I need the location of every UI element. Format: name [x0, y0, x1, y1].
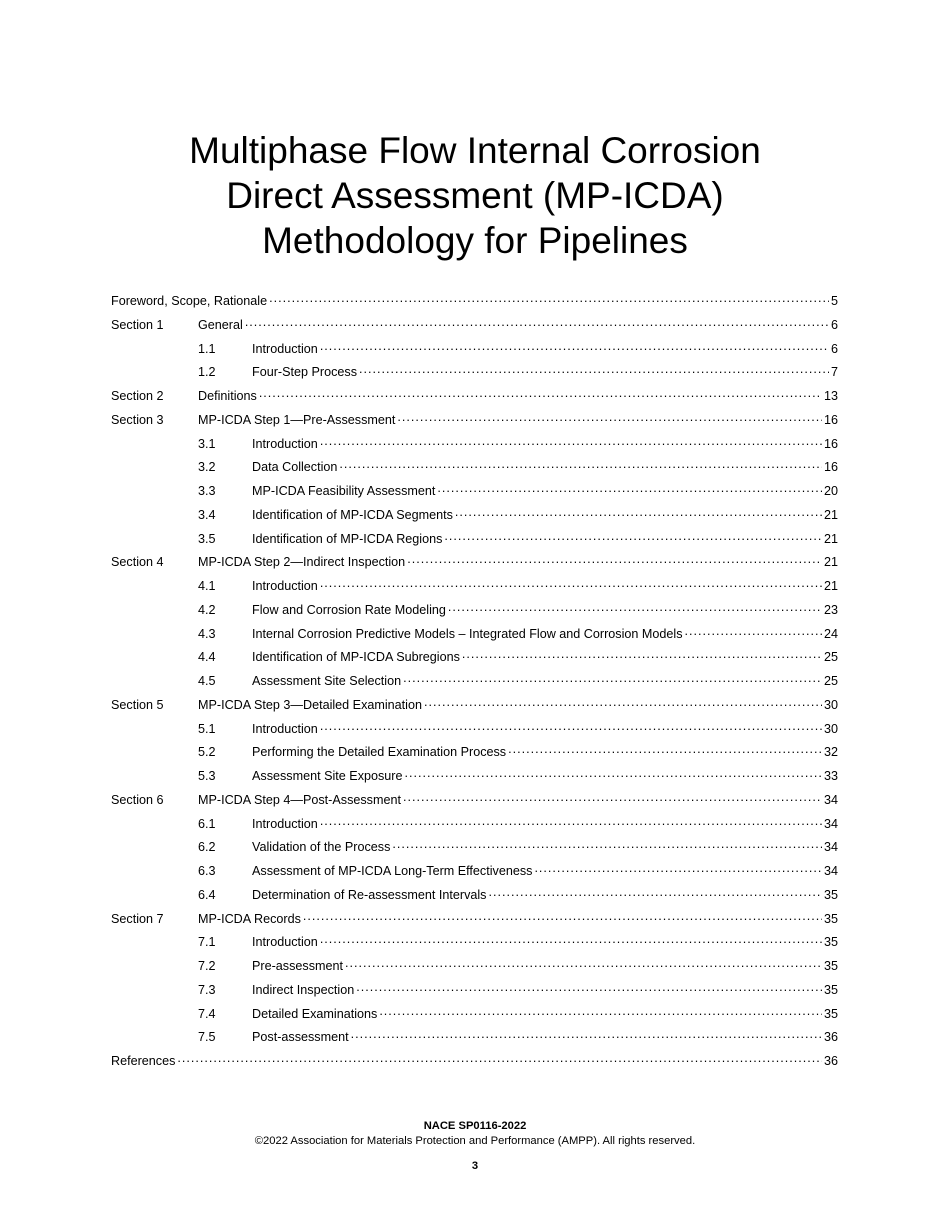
toc-dot-leader	[462, 643, 822, 667]
toc-entry-label: Identification of MP-ICDA Subregions	[252, 650, 460, 665]
toc-dot-leader	[320, 430, 822, 454]
toc-page-number: 6	[830, 341, 838, 356]
toc-entry-label: Introduction	[252, 579, 318, 593]
page-number: 3	[471, 1160, 479, 1172]
toc-subsection-number: 7.2	[198, 959, 216, 973]
toc-page-number: 13	[823, 389, 838, 403]
toc-subsection-number: 5.1	[198, 721, 216, 736]
toc-entry-label: Performing the Detailed Examination Process	[252, 745, 507, 760]
toc-entry-label: MP-ICDA Step 4—Post-Assessment	[198, 792, 401, 807]
toc-dot-leader	[359, 358, 829, 382]
toc-subsection-number: 7.1	[198, 935, 216, 950]
toc-subsection-number: 4.2	[198, 602, 216, 617]
toc-entry-label: MP-ICDA Records	[198, 911, 301, 926]
toc-entry[interactable]	[111, 1050, 838, 1074]
toc-entry-label: References	[111, 1054, 176, 1068]
toc-section-number: Section 5	[111, 697, 164, 712]
toc-dot-leader	[437, 477, 822, 501]
toc-entry-label: Introduction	[252, 341, 318, 356]
toc-page-number: 35	[823, 887, 838, 902]
toc-dot-leader	[685, 620, 822, 644]
toc-dot-leader	[403, 667, 822, 691]
toc-dot-leader	[269, 287, 829, 311]
page-footer	[0, 1119, 950, 1174]
toc-entry-label: MP-ICDA Feasibility Assessment	[252, 484, 436, 498]
document-title	[0, 128, 950, 263]
toc-section-number: Section 4	[111, 555, 164, 570]
toc-subsection-number: 1.2	[198, 365, 216, 380]
toc-page-number: 34	[823, 816, 838, 831]
toc-dot-leader	[379, 1000, 822, 1024]
toc-subsection-number: 3.2	[198, 460, 216, 475]
toc-subsection-number: 3.4	[198, 507, 216, 522]
toc-entry-label: MP-ICDA Step 3—Detailed Examination	[198, 697, 422, 712]
toc-page-number: 7	[830, 365, 838, 380]
toc-page-number: 35	[823, 935, 838, 950]
toc-page-number: 30	[823, 697, 838, 712]
toc-page-number: 35	[823, 959, 838, 973]
toc-entry-label: Introduction	[252, 436, 318, 451]
toc-entry-label: Introduction	[252, 935, 318, 950]
toc-page-number: 16	[823, 460, 838, 475]
toc-subsection-number: 5.3	[198, 769, 216, 783]
toc-subsection-number: 6.4	[198, 887, 216, 902]
toc-entry-label: Definitions	[198, 389, 257, 403]
toc-entry-label: Indirect Inspection	[252, 982, 355, 997]
toc-entry-label: Flow and Corrosion Rate Modeling	[252, 602, 446, 617]
toc-subsection-number: 3.5	[198, 531, 216, 546]
toc-page-number: 25	[823, 674, 838, 688]
toc-dot-leader	[392, 833, 822, 857]
toc-entry-label: Assessment of MP-ICDA Long-Term Effectiveness	[252, 864, 533, 878]
toc-dot-leader	[455, 501, 822, 525]
toc-entry-label: Introduction	[252, 816, 318, 831]
toc-subsection-number: 1.1	[198, 341, 216, 356]
toc-entry-label: Four-Step Process	[252, 365, 357, 380]
toc-subsection-number: 4.1	[198, 579, 216, 593]
toc-entry-label: Internal Corrosion Predictive Models – Integrated Flow and Corrosion Models	[252, 626, 683, 641]
toc-entry-label: Validation of the Process	[252, 840, 391, 855]
toc-page-number: 20	[823, 484, 838, 498]
toc-dot-leader	[534, 857, 822, 881]
toc-subsection-number: 3.1	[198, 436, 216, 451]
toc-entry-label: MP-ICDA Step 2—Indirect Inspection	[198, 555, 406, 570]
toc-dot-leader	[303, 905, 822, 929]
toc-dot-leader	[508, 738, 822, 762]
toc-page-number: 5	[830, 294, 838, 308]
toc-dot-leader	[177, 1047, 822, 1071]
toc-page-number: 21	[823, 579, 838, 593]
toc-page-number: 24	[823, 626, 838, 641]
toc-subsection-number: 7.5	[198, 1030, 216, 1045]
toc-page-number: 21	[823, 555, 838, 570]
toc-section-number: Section 2	[111, 389, 164, 403]
toc-entry-label: General	[198, 317, 243, 332]
toc-subsection-number: 4.3	[198, 626, 216, 641]
toc-entry-label: Data Collection	[252, 460, 338, 475]
toc-page-number: 35	[823, 982, 838, 997]
toc-dot-leader	[245, 311, 829, 335]
toc-dot-leader	[320, 335, 829, 359]
toc-page-number: 36	[823, 1054, 838, 1068]
toc-section-number: Section 6	[111, 792, 164, 807]
toc-subsection-number: 4.5	[198, 674, 216, 688]
toc-page-number: 34	[823, 864, 838, 878]
toc-entry-label: Introduction	[252, 721, 318, 736]
toc-dot-leader	[405, 762, 822, 786]
toc-entry-label: Foreword, Scope, Rationale	[111, 294, 268, 308]
toc-page-number: 34	[823, 792, 838, 807]
toc-subsection-number: 4.4	[198, 650, 216, 665]
toc-page-number: 23	[823, 602, 838, 617]
toc-subsection-number: 6.2	[198, 840, 216, 855]
title-line-2: Direct Assessment (MP-ICDA)	[226, 175, 724, 216]
toc-dot-leader	[320, 928, 822, 952]
toc-page-number: 30	[823, 721, 838, 736]
toc-dot-leader	[448, 596, 822, 620]
toc-entry-label: Post-assessment	[252, 1030, 349, 1045]
toc-page-number: 21	[823, 531, 838, 546]
toc-dot-leader	[444, 525, 822, 549]
toc-dot-leader	[407, 548, 822, 572]
toc-dot-leader	[320, 715, 822, 739]
toc-dot-leader	[351, 1023, 822, 1047]
toc-page-number: 25	[823, 650, 838, 665]
toc-entry-label: Detailed Examinations	[252, 1006, 378, 1021]
toc-subsection-number: 5.2	[198, 745, 216, 760]
title-line-3: Methodology for Pipelines	[262, 220, 688, 261]
toc-dot-leader	[488, 881, 822, 905]
toc-dot-leader	[339, 453, 822, 477]
toc-page-number: 35	[823, 1006, 838, 1021]
toc-subsection-number: 7.3	[198, 982, 216, 997]
toc-dot-leader	[345, 952, 822, 976]
toc-subsection-number: 3.3	[198, 484, 216, 498]
toc-page-number: 36	[823, 1030, 838, 1045]
toc-subsection-number: 7.4	[198, 1006, 216, 1021]
toc-page-number: 16	[823, 412, 838, 427]
toc-entry-label: Identification of MP-ICDA Segments	[252, 507, 453, 522]
standard-code: NACE SP0116-2022	[423, 1120, 527, 1132]
toc-page-number: 16	[823, 436, 838, 451]
toc-subsection-number: 6.3	[198, 864, 216, 878]
toc-page-number: 33	[823, 769, 838, 783]
toc-section-number: Section 1	[111, 317, 164, 332]
toc-section-number: Section 7	[111, 911, 164, 926]
toc-entry-label: Determination of Re-assessment Intervals	[252, 887, 487, 902]
table-of-contents	[111, 290, 838, 1074]
toc-page-number: 34	[823, 840, 838, 855]
toc-page-number: 21	[823, 507, 838, 522]
toc-page-number: 35	[823, 911, 838, 926]
toc-dot-leader	[320, 572, 822, 596]
toc-page-number: 6	[830, 317, 838, 332]
toc-page-number: 32	[823, 745, 838, 760]
copyright-notice: ©2022 Association for Materials Protection and Performance (AMPP). All rights reserved.	[254, 1135, 696, 1147]
toc-entry-label: Pre-assessment	[252, 959, 343, 973]
toc-dot-leader	[259, 382, 822, 406]
toc-entry-label: Identification of MP-ICDA Regions	[252, 531, 443, 546]
toc-section-number: Section 3	[111, 412, 164, 427]
title-line-1: Multiphase Flow Internal Corrosion	[189, 130, 761, 171]
toc-subsection-number: 6.1	[198, 816, 216, 831]
toc-dot-leader	[403, 786, 822, 810]
toc-entry-label: Assessment Site Exposure	[252, 769, 403, 783]
toc-dot-leader	[397, 406, 822, 430]
toc-dot-leader	[356, 976, 822, 1000]
toc-entry-label: MP-ICDA Step 1—Pre-Assessment	[198, 412, 396, 427]
toc-dot-leader	[320, 810, 822, 834]
toc-dot-leader	[424, 691, 822, 715]
toc-entry-label: Assessment Site Selection	[252, 674, 402, 688]
